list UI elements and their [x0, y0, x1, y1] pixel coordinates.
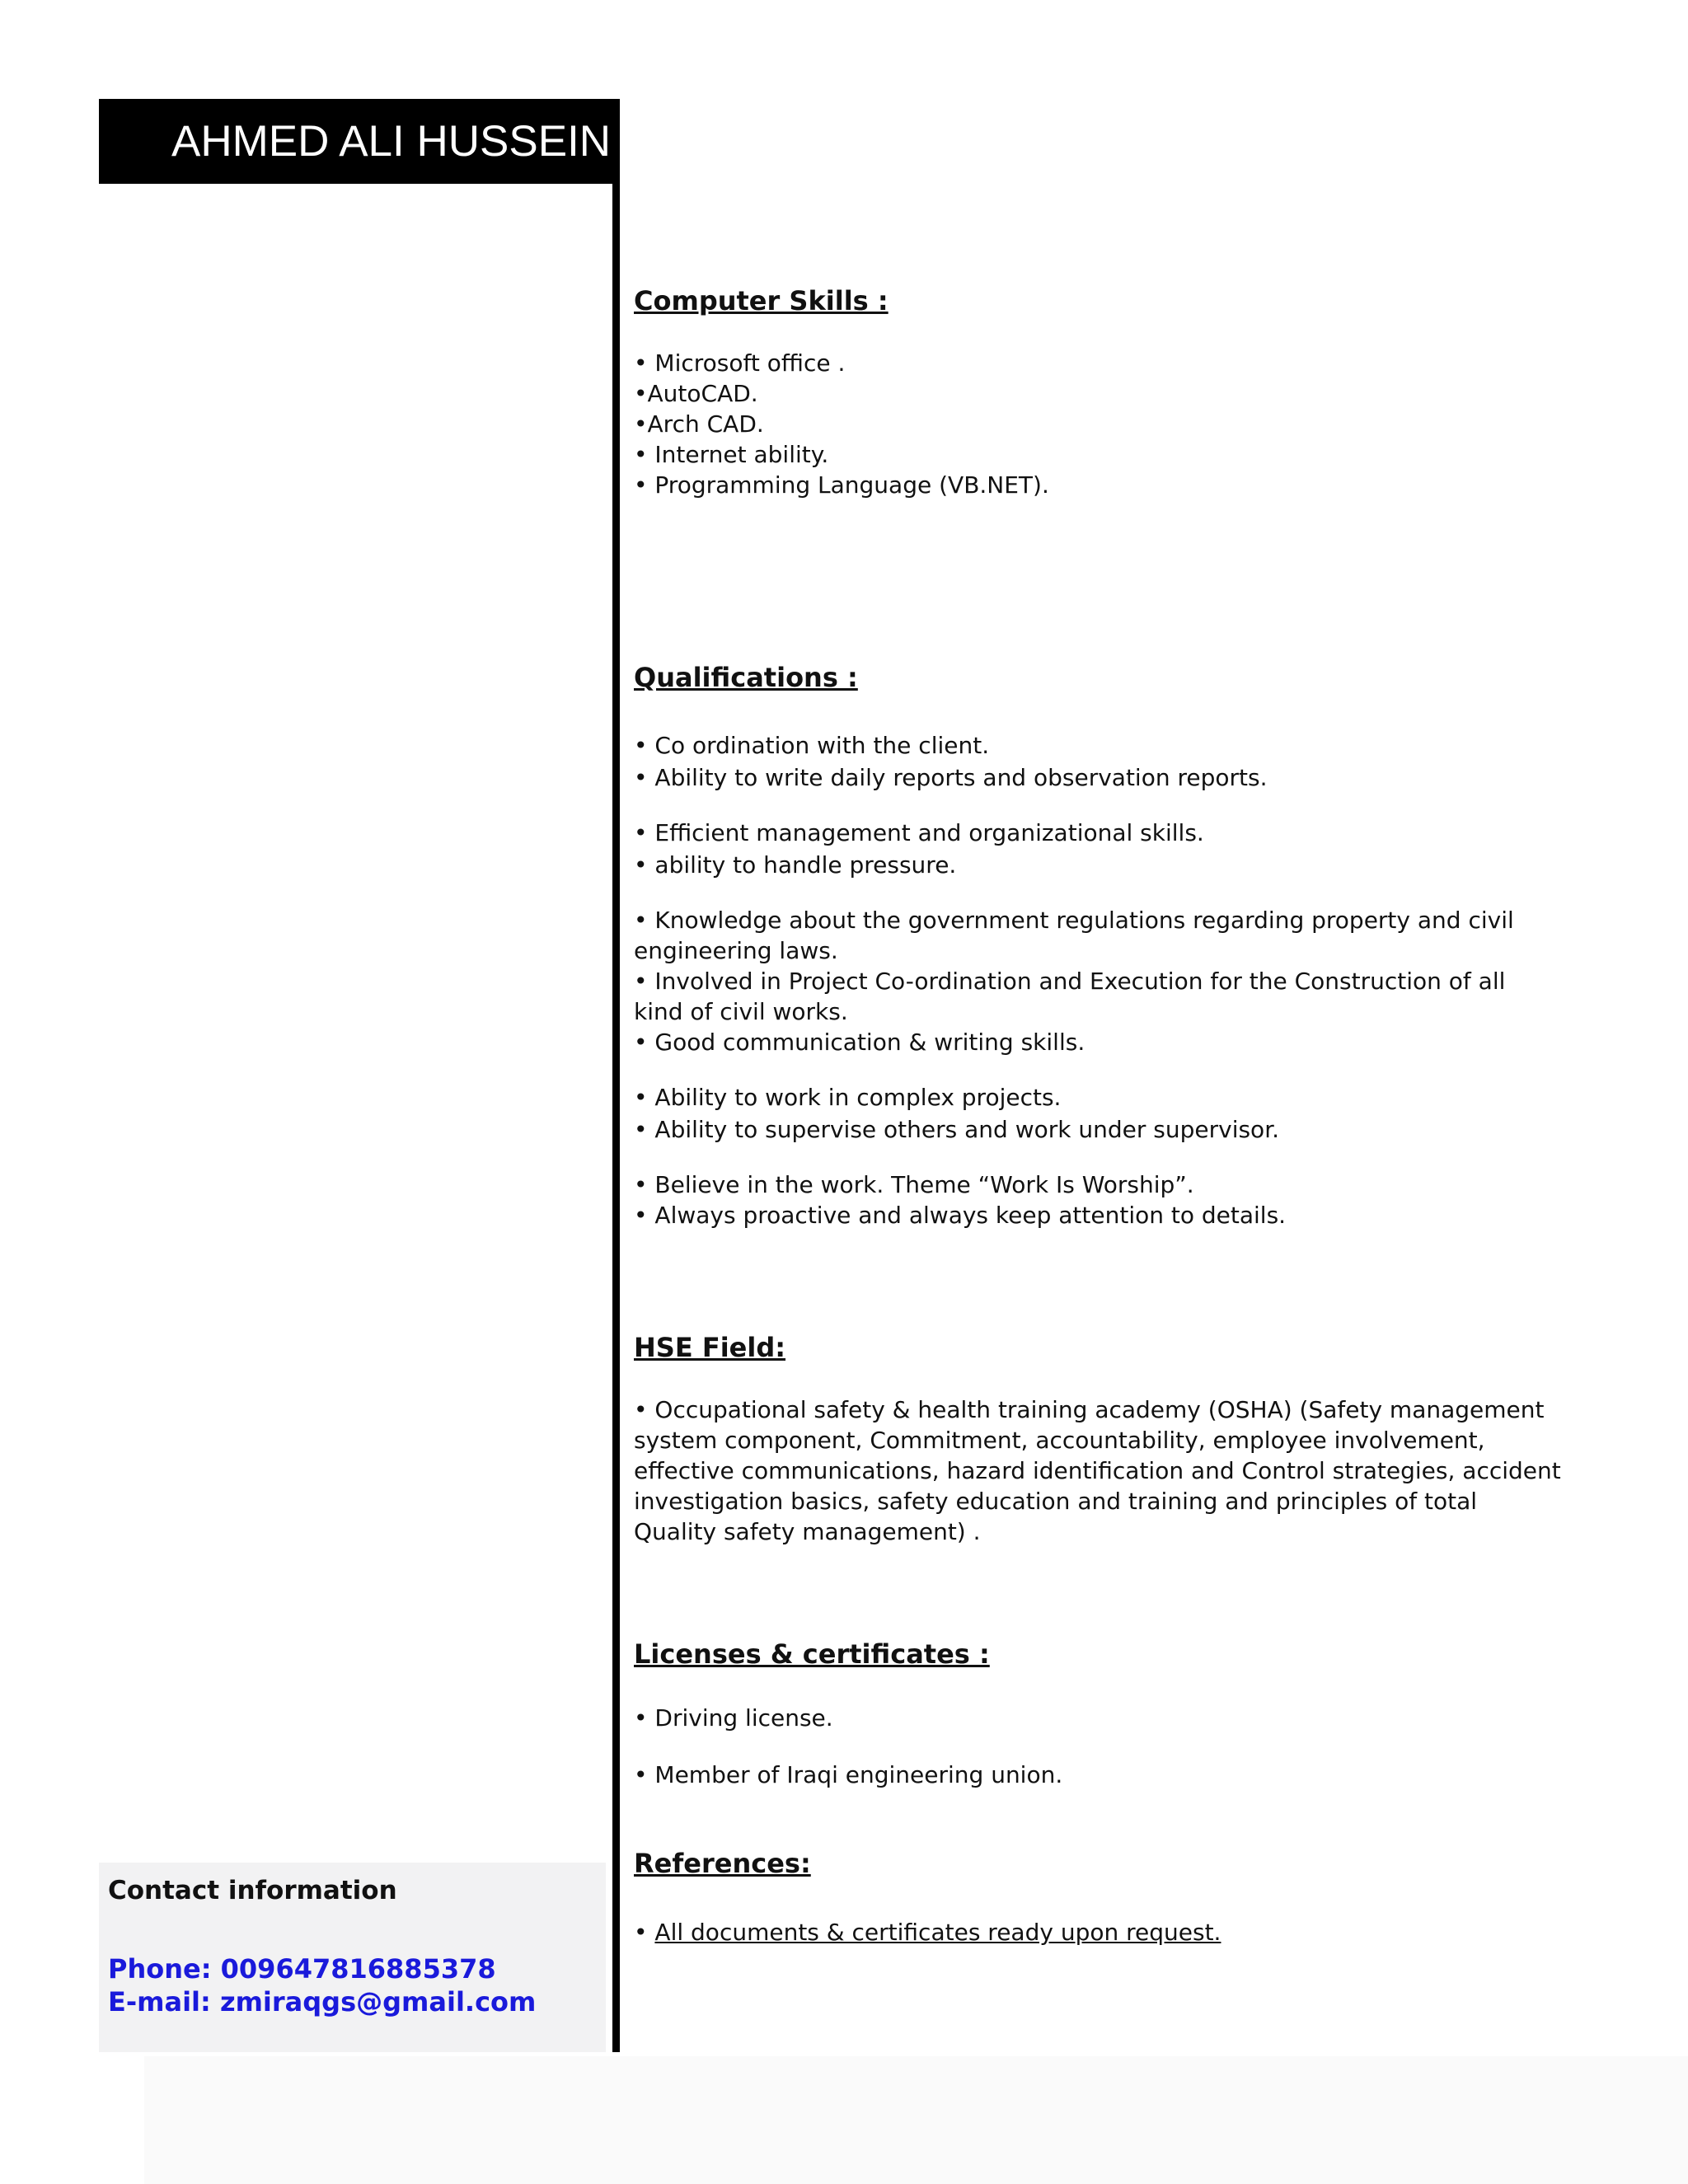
qualification-item: • Good communication & writing skills. — [634, 1029, 1085, 1056]
contact-phone: Phone: 009647816885378 — [108, 1953, 496, 1985]
license-item: • Driving license. — [634, 1704, 833, 1732]
candidate-name: AHMED ALI HUSSEIN — [171, 117, 612, 166]
computer-skill-item: •Arch CAD. — [634, 410, 764, 438]
qualification-item: • Efficient management and organizational skills. — [634, 819, 1204, 846]
qualification-item: • Ability to supervise others and work under supervisor. — [634, 1116, 1280, 1143]
qualification-item: • Knowledge about the government regulations regarding property and civil engineering laws. — [634, 907, 1514, 964]
qualification-item: • Ability to work in complex projects. — [634, 1084, 1062, 1111]
hse-item: • Occupational safety & health training academy (OSHA) (Safety management system component, Commitment, accountability, employee involvement, effective communications, hazard identification and Control strategies, accident investigation basics, safety education and training and principles of total Quality safety management) . — [634, 1396, 1561, 1545]
qualifications-heading: Qualifications : — [634, 662, 858, 693]
references-heading: References: — [634, 1848, 811, 1879]
computer-skill-item: • Microsoft office . — [634, 349, 846, 377]
page-footer-shade — [144, 2056, 1688, 2184]
qualification-item: • Co ordination with the client. — [634, 732, 990, 759]
contact-title: Contact information — [108, 1876, 397, 1905]
qualification-item: • ability to handle pressure. — [634, 851, 957, 879]
license-item: • Member of Iraqi engineering union. — [634, 1761, 1063, 1788]
computer-skills-heading: Computer Skills : — [634, 285, 889, 316]
hse-heading: HSE Field: — [634, 1332, 786, 1363]
computer-skill-item: • Programming Language (VB.NET). — [634, 471, 1049, 499]
computer-skill-item: • Internet ability. — [634, 441, 829, 468]
vertical-divider — [612, 177, 620, 2052]
qualification-item: • Involved in Project Co-ordination and Execution for the Construction of all kind of civil works. — [634, 968, 1506, 1025]
qualification-item: • Ability to write daily reports and observation reports. — [634, 764, 1268, 791]
qualification-item: • Always proactive and always keep attention to details. — [634, 1202, 1287, 1229]
computer-skill-item: •AutoCAD. — [634, 380, 758, 407]
references-text: All documents & certificates ready upon request. — [654, 1919, 1221, 1946]
references-item — [634, 1917, 1561, 1947]
name-banner — [99, 99, 620, 184]
qualification-item: • Believe in the work. Theme “Work Is Worship”. — [634, 1171, 1194, 1198]
contact-email: E-mail: zmiraqgs@gmail.com — [108, 1986, 537, 2018]
licenses-heading: Licenses & certificates : — [634, 1638, 990, 1670]
references-bullet: • — [634, 1919, 655, 1946]
contact-panel — [99, 1863, 606, 2052]
